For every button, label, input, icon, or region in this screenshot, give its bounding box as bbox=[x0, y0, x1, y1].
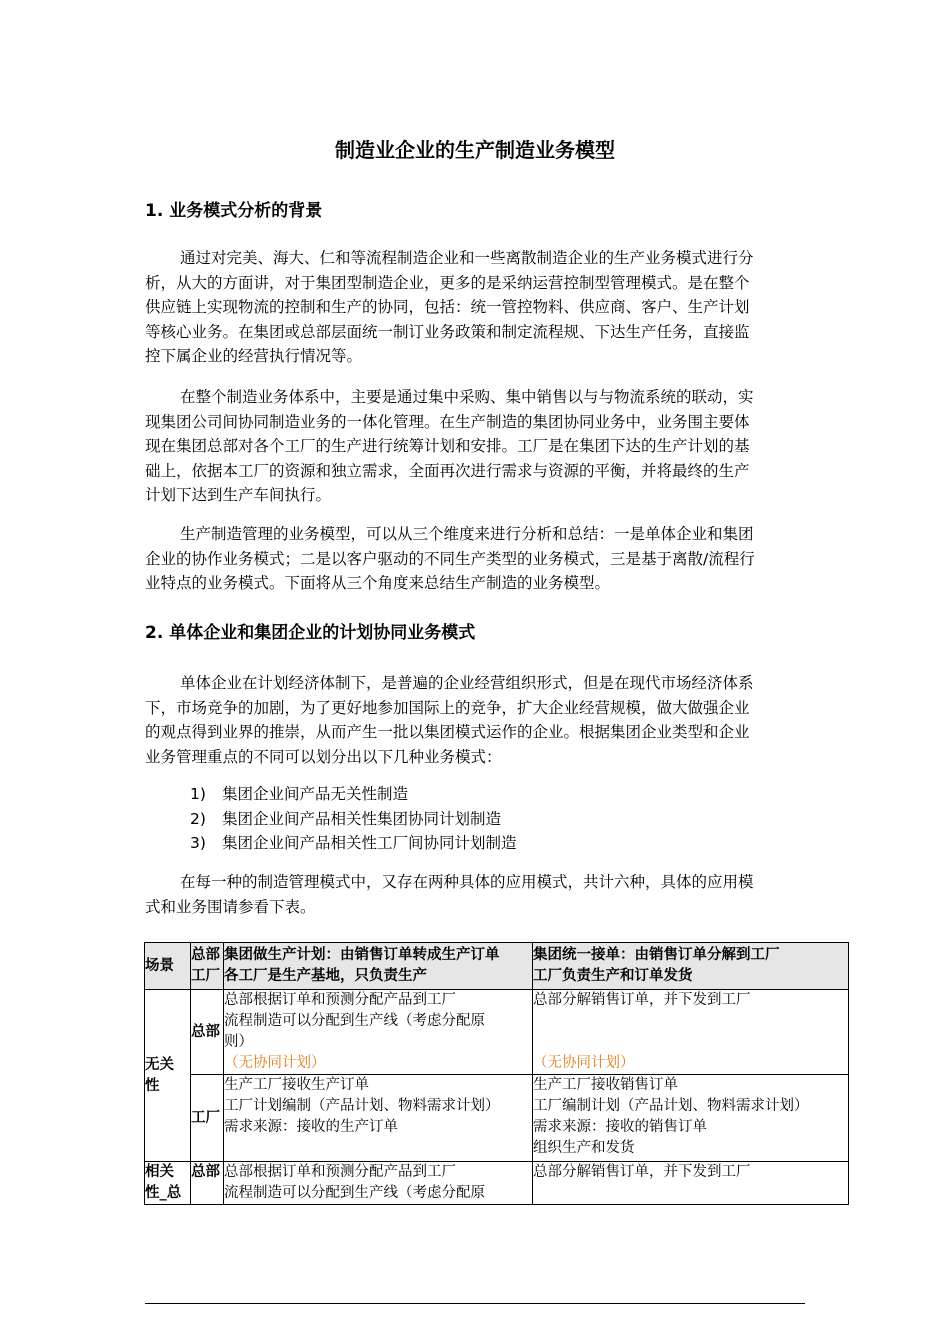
table-row bbox=[145, 990, 849, 1075]
list-number: 2) bbox=[190, 809, 206, 828]
table-row bbox=[145, 1075, 849, 1162]
text-line: 析，从大的方面讲，对于集团型制造企业，更多的是采纳运营控制型管理模式。是在整个 bbox=[145, 273, 750, 292]
list-text: 集团企业间产品相关性集团协同计划制造 bbox=[222, 809, 502, 828]
cell-line: 组织生产和发货 bbox=[533, 1140, 635, 1156]
no-coordination-note: （无协同计划） bbox=[224, 1055, 326, 1071]
section-1-paragraph-1 bbox=[145, 246, 805, 369]
cell-line: 工厂计划编制（产品计划、物料需求计划） bbox=[224, 1098, 500, 1114]
text-line: 等核心业务。在集团或总部层面统一制订业务政策和制定流程规、下达生产任务，直接监 bbox=[145, 322, 750, 341]
cell-line: 各工厂是生产基地，只负责生产 bbox=[224, 968, 427, 984]
header-mode-1 bbox=[224, 943, 533, 990]
cell-line: 生产工厂接收生产订单 bbox=[224, 1077, 369, 1093]
cell-line: 性_总 bbox=[145, 1185, 182, 1201]
table-row bbox=[145, 1162, 849, 1205]
text-line: 企业的协作业务模式；二是以客户驱动的不同生产类型的业务模式，三是基于离散/流程行 bbox=[145, 549, 755, 568]
unrelated-hq-mode-1 bbox=[224, 990, 533, 1075]
org-factory: 工厂 bbox=[191, 1075, 224, 1162]
header-org bbox=[191, 943, 224, 990]
section-1-paragraph-2 bbox=[145, 385, 805, 508]
cell-line: 性 bbox=[145, 1077, 160, 1094]
text-line: 计划下达到生产车间执行。 bbox=[145, 486, 332, 504]
page-title: 制造业企业的生产制造业务模型 bbox=[335, 138, 615, 162]
text-line: 业务管理重点的不同可以划分出以下几种业务模式： bbox=[145, 747, 502, 766]
header-org-factory: 工厂 bbox=[191, 968, 220, 984]
text-line: 现集团公司间协同制造业务的一体化管理。在生产制造的集团协同业务中，业务围主要体 bbox=[145, 412, 750, 431]
list-text: 集团企业间产品相关性工厂间协同计划制造 bbox=[222, 834, 517, 852]
text-line: 供应链上实现物流的控制和生产的协同，包括：统一管控物料、供应商、客户、生产计划 bbox=[145, 298, 750, 316]
org-hq: 总部 bbox=[191, 990, 224, 1075]
cell-line: 流程制造可以分配到生产线（考虑分配原 bbox=[224, 1013, 485, 1029]
section-1-paragraph-3 bbox=[145, 522, 805, 596]
header-mode-2 bbox=[533, 943, 849, 990]
list-item bbox=[190, 807, 517, 832]
list-item bbox=[190, 831, 517, 856]
text-line: 控下属企业的经营执行情况等。 bbox=[145, 347, 363, 365]
cell-line: 工厂编制计划（产品计划、物料需求计划） bbox=[533, 1098, 809, 1114]
section-2-paragraph-2 bbox=[145, 870, 805, 919]
cell-line: 集团做生产计划：由销售订单转成生产订单 bbox=[224, 947, 500, 963]
list-text: 集团企业间产品无关性制造 bbox=[222, 785, 409, 803]
list-number: 1) bbox=[190, 785, 206, 803]
cell-line: 则） bbox=[224, 1034, 253, 1050]
table-header-row bbox=[145, 943, 849, 990]
unrelated-hq-mode-2 bbox=[533, 990, 849, 1075]
header-scene: 场景 bbox=[145, 943, 191, 990]
cell-line: 需求来源：接收的生产订单 bbox=[224, 1119, 398, 1135]
related-hq-mode-1 bbox=[224, 1162, 533, 1205]
text-line: 式和业务围请参看下表。 bbox=[145, 897, 316, 916]
cell-line: 相关 bbox=[145, 1164, 174, 1180]
text-line: 通过对完美、海大、仁和等流程制造企业和一些离散制造企业的生产业务模式进行分 bbox=[180, 249, 754, 267]
text-line: 现在集团总部对各个工厂的生产进行统筹计划和安排。工厂是在集团下达的生产计划的基 bbox=[145, 437, 750, 455]
cell-line: 总部分解销售订单，并下发到工厂 bbox=[533, 992, 751, 1008]
cell-line: 无关 bbox=[145, 1056, 174, 1073]
unrelated-factory-mode-2 bbox=[533, 1075, 849, 1162]
cell-line: 流程制造可以分配到生产线（考虑分配原 bbox=[224, 1185, 485, 1201]
text-line: 的观点得到业界的推崇，从而产生一批以集团模式运作的企业。根据集团企业类型和企业 bbox=[145, 723, 750, 741]
no-coordination-note: （无协同计划） bbox=[533, 1055, 635, 1071]
mode-list bbox=[190, 782, 517, 856]
text-line: 下，市场竞争的加剧，为了更好地参加国际上的竞争，扩大企业经营规模，做大做强企业 bbox=[145, 698, 750, 717]
scene-related bbox=[145, 1162, 191, 1205]
cell-line: 总部根据订单和预测分配产品到工厂 bbox=[224, 1164, 456, 1180]
section-2-paragraph-1 bbox=[145, 671, 805, 769]
text-line: 单体企业在计划经济体制下，是普遍的企业经营组织形式，但是在现代市场经济体系 bbox=[180, 674, 754, 692]
related-hq-mode-2 bbox=[533, 1162, 849, 1205]
org-hq: 总部 bbox=[191, 1162, 224, 1205]
section-1-heading: 1. 业务模式分析的背景 bbox=[145, 201, 323, 221]
text-line: 在每一种的制造管理模式中，又存在两种具体的应用模式，共计六种，具体的应用模 bbox=[180, 873, 754, 891]
list-item bbox=[190, 782, 517, 807]
text-line: 础上，依据本工厂的资源和独立需求，全面再次进行需求与资源的平衡，并将最终的生产 bbox=[145, 461, 750, 480]
cell-line: 总部根据订单和预测分配产品到工厂 bbox=[224, 992, 456, 1008]
scenario-table bbox=[144, 942, 849, 1205]
text-line: 业特点的业务模式。下面将从三个角度来总结生产制造的业务模型。 bbox=[145, 574, 611, 592]
cell-line: 需求来源：接收的销售订单 bbox=[533, 1119, 707, 1135]
header-org-hq: 总部 bbox=[191, 947, 220, 963]
scene-unrelated bbox=[145, 990, 191, 1162]
cell-line: 总部分解销售订单，并下发到工厂 bbox=[533, 1164, 751, 1180]
cell-line: 集团统一接单：由销售订单分解到工厂 bbox=[533, 947, 780, 963]
cell-line: 工厂负责生产和订单发货 bbox=[533, 968, 693, 984]
footer-divider bbox=[145, 1303, 805, 1304]
section-2-heading: 2. 单体企业和集团企业的计划协同业务模式 bbox=[145, 623, 476, 643]
list-number: 3) bbox=[190, 834, 206, 852]
unrelated-factory-mode-1 bbox=[224, 1075, 533, 1162]
text-line: 在整个制造业务体系中，主要是通过集中采购、集中销售以与与物流系统的联动，实 bbox=[180, 388, 754, 406]
cell-line: 生产工厂接收销售订单 bbox=[533, 1077, 678, 1093]
text-line: 生产制造管理的业务模型，可以从三个维度来进行分析和总结：一是单体企业和集团 bbox=[180, 525, 754, 543]
